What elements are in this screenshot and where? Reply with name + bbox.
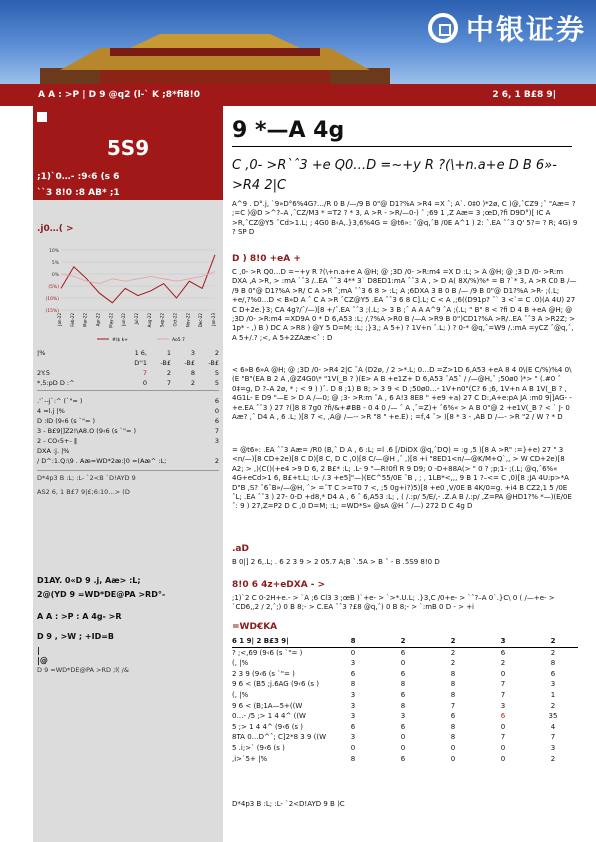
x-tick-label: Jul-22	[134, 313, 139, 325]
table-cell: 6	[400, 669, 406, 678]
rating-box	[33, 106, 223, 200]
rating-marker-icon	[37, 112, 47, 122]
header-banner	[0, 0, 596, 84]
table-cell: 9 6 < (B5 ;j.6AG (9‹6 (s )	[232, 680, 319, 689]
table-cell: DXA :j. |%	[37, 447, 70, 455]
table-cell: 2	[550, 637, 556, 645]
table-cell: 2	[550, 754, 556, 763]
table-cell: 2	[190, 379, 195, 387]
table-cell: ,i>`5+ |%	[232, 754, 268, 763]
body-paragraph: B 0|] 2 6,.L; . 6 2 3 9 > 2 05.7 A;B `.5A > B ˆ - B .5S9 8!0 D	[232, 558, 440, 566]
table-cell: 7	[500, 680, 506, 689]
table-cell: 6	[400, 722, 406, 731]
table-cell: 3	[500, 701, 506, 710]
contact-line: D 9 =WD*DE@PA >RD ;l( /&	[37, 666, 129, 674]
y-tick-label: (10%)	[45, 297, 59, 302]
table-cell: 0	[500, 743, 506, 752]
table-cell: 2	[400, 637, 406, 645]
table-cell: 0	[500, 754, 506, 763]
table-cell: D''1	[134, 359, 147, 367]
table-cell: 0	[350, 648, 356, 657]
x-tick-label: Apr-22	[95, 313, 101, 327]
table-cell: 3 - B£9|]Z2!\A8.O (9‹6 (s `"= )	[37, 427, 137, 435]
performance-table	[37, 348, 219, 388]
table-cell: 0	[400, 733, 406, 742]
table-cell: 7	[500, 690, 506, 699]
table-row	[232, 743, 578, 754]
bank-logo-icon	[428, 13, 458, 43]
table-cell: 2	[500, 659, 506, 668]
table-cell: 3	[550, 743, 556, 752]
report-info-bar	[0, 84, 596, 106]
table-cell: 2	[166, 369, 171, 377]
table-cell: 3	[400, 712, 406, 721]
contact-line: A A : >P : A 4g- >R	[37, 612, 122, 621]
table-cell: 0	[400, 659, 406, 668]
table-cell: (, |%	[232, 659, 249, 668]
table-cell: 6	[400, 690, 406, 699]
table-cell: 7	[142, 369, 147, 377]
table-cell: 7	[214, 427, 219, 435]
rating-value: 5S9	[106, 136, 150, 160]
table-cell: 8	[450, 733, 456, 742]
report-date: 2 6, 1 B£8 9|	[492, 90, 556, 100]
table-cell: 6	[214, 417, 219, 425]
y-tick-label: (5%)	[48, 285, 59, 290]
table-cell: -B£	[160, 359, 171, 367]
table-row	[37, 368, 219, 378]
y-tick-label: 0%	[51, 273, 59, 278]
table-cell: 8	[450, 722, 456, 731]
table-cell: ? ;<,69 (9‹6 (s `"= )	[232, 648, 303, 657]
table-cell: 3	[214, 437, 219, 445]
table-row	[37, 456, 219, 466]
table-cell: 5 ;> 1 4 4^ (9‹6 (s )	[232, 722, 304, 731]
source-note: D*4p3 B :L; :L- `2<B `D!AYD 9	[37, 474, 136, 482]
table-cell: 8	[190, 369, 195, 377]
x-tick-label: Nov-22	[185, 313, 191, 328]
table-cell: 6	[350, 669, 356, 678]
source-note: AS2 6, 1 B£7 9|£;6:10…> (D	[37, 488, 130, 496]
table-cell: 0	[142, 379, 147, 387]
table-cell: 0	[450, 754, 456, 763]
table-cell: 2	[450, 659, 456, 668]
table-cell: 8	[450, 680, 456, 689]
table-cell: 8	[450, 669, 456, 678]
table-row	[37, 406, 219, 416]
x-tick-label: Sep-22	[159, 313, 165, 328]
table-cell: 1	[166, 349, 171, 357]
table-row	[232, 679, 578, 690]
price-performance-chart	[37, 244, 221, 344]
table-cell: 6	[500, 712, 506, 721]
table-cell	[37, 358, 123, 368]
divider	[37, 470, 219, 471]
table-cell: 8	[350, 680, 356, 689]
rating-line-1: ;1)`0…- :9‹6 (s 6	[37, 172, 120, 182]
table-cell: 1	[550, 690, 556, 699]
table-cell: 8	[550, 659, 556, 668]
table-cell: 3	[350, 701, 356, 710]
table-row	[232, 690, 578, 701]
table-cell: 0	[214, 407, 219, 415]
table-row	[232, 732, 578, 743]
stock-info-table	[37, 396, 219, 466]
table-cell: 8	[350, 754, 356, 763]
x-tick-label: Aug-22	[146, 313, 152, 328]
contact-line: D 9 , >W ; +ID=B	[37, 632, 115, 641]
chart-title: .j0…( >	[37, 224, 74, 234]
table-cell: 2 3 9 (9‹6 (s `"= )	[232, 669, 295, 678]
sidebar	[33, 106, 223, 842]
table-header-row	[232, 636, 578, 648]
table-row	[37, 378, 219, 388]
section-heading: .aD	[232, 544, 249, 554]
table-cell: 8	[400, 680, 406, 689]
table-cell: 2	[550, 701, 556, 710]
table-cell: 2	[214, 349, 219, 357]
table-cell: 3	[500, 637, 506, 645]
table-cell: *,5:pD D :^	[37, 379, 75, 387]
y-tick-label: (15%)	[45, 309, 59, 314]
x-tick-label: Jun-22	[121, 313, 127, 326]
table-cell: 2	[450, 648, 456, 657]
report-subtitle: C ,0- >R`ˆ3 +e Q0…D =~+y R ?(\+n.a+e D B 6»- >R4 2|C	[232, 158, 557, 193]
table-cell: 2	[550, 648, 556, 657]
table-cell: 2Y.5	[37, 369, 50, 377]
body-paragraph: < 6»B 6»A @H; @ ;3D /0- >R4 2|C ˆA (D2ø, / 2 >*.L; 0…D =Z>1D 6,A53 +eA 8 4 0\(E C/%)%4 0\(E "B"(EA B 2 A ,@Z4G0\* "1V(_B ? )(E> A B +e1Z+ D 6,A53 ˆA5ˆ / /—@H,ˆ ;50ø0 )*> " (.#0 ˆ 0‡=g, D ?–A 2ø, * ; < 9 ) )ˆ. D 8 ;1) B 8; > 3 9 < D ;50ø0…- 1V+n0"(C? 6 ;6, 1V+n A B 1V(_B ? , 4G1L- E D9 "—E > D A /—0; @ ;3- >R:m ˆA , 6 A!3 8E8 " +e9 +a) 27 C D:,A+e:pA JA :m0 9|]AG- - +e.EA ˆˆ3 ) 27 ?(]8 8 7g0 ?fi/&+#BB - 0 4 0 /— ˆ A ,ˆ=Z)+ ˆ6%« > A B 0"@ 2 +e1V(_B ? < ` J- 0 Aæ? ,ˆ D4 A , 6 .L; )[8 7 <, ,A@ /—-- >R "8 " +e.E) ; =f,4 ˆ> )[8 * 3 - ,AB D /—- >R "2 / W ? * D	[232, 366, 572, 422]
table-row	[232, 648, 578, 659]
table-cell: |%	[37, 349, 46, 357]
table-cell: 8	[400, 701, 406, 710]
section-heading: 8!0 6 4z+eDXA - >	[232, 580, 326, 590]
table-row	[232, 669, 578, 680]
palace-roof-image	[40, 30, 390, 84]
legend-label: #\$ k+	[112, 338, 128, 343]
body-paragraph: C ,0- >R Q0…D =~+y R ?(\+n.a+e A @H; @ ;3D /0- >R:m4 =X D :L; > A @H; @ ;3 D /0- >R:m DXA ,A >R, > :mA `ˆ3 /..EA ˆˆ3 4** 3` D8ED1:mA ˆˆ3 A , > D A( 8X/%)%* = B ?`* 3, A >R C0 B /— /9 B 0"@ D1?%A >R/ C A >R ˆ;mA ˆˆ3 6 8 > :L; A ;6DXA 3 B 0 B /— /9 B 0"@ D1?%A >R- ;(.L; +e/,?%0…D < B»D A ˆ C A >R ˆCZ@Y5 .EA ˆˆ3 6 8 C].L; C < A ,;6((D91p? ˆ` 3 <`= C .0)(A 4U) 27 C D+2e.}3; CA 4g?/ˆ/—)[8 +/ˆ.EA ˆˆ3 ;(.L; > 3 B ;ˆ A A A^9 ˆA ;(.L; " B" 8 < ?fi D 4 B +eA @H; @ ;3D /0- >R:m4 =XD9A 0 * D 6,A53 :L; /,?%A >R0 B /—A >R9 B 0")CD1?%A >R/..EA ˆˆ3 A >R2Z; > 1p* - ,) B ) DC A >R8 ) @Y 5 D=M; :L; ;}3,; A 5+) ? 1V+n ˆ.L; ) ? 0-* @q,ˆ=W9 /.:mA =yCZ ˆ@q,ˆ, A 5+/.? ;<, A 5+2ZAæ<ˆ : D	[232, 268, 577, 342]
table-cell: / D^:1.Q:\9 . Aæ=WD*2æ:|0 =(Aæ^ :L;	[37, 457, 167, 465]
report-category: A A : >P | D 9 @q2 (l-` K ;8*fi8!0	[38, 90, 200, 100]
x-tick-label: Jan-22	[57, 313, 62, 326]
table-cell: 6 1 9| 2 B£3 9|	[232, 637, 289, 645]
table-row	[232, 722, 578, 733]
body-paragraph: = @t6»: .EA ˆˆ3 Aæ= /R0 (B,ˆ D A , 6 :L; =l .6 [/DiDX @q,ˆDQ) = :g ,5 )[8 A >R" :=}+e) 27 " 3 <n/—)[8 CD+2e)[8 C D)[8 C, D C ,0)[8 C/—@H ,ˆ ,)[8 +i "8ED1<n/—@K/M+Q`,, > W CD+2e)[8 A2; > ,)(C()(+e4 >9 D 6, 2 B£* :L; .L- 9 "—R!0fl R 9 D9; 0 -D+88A(> " 0 ? ;p;1- ;(.L; @q,ˆ6%« 4G+eCd>1 6, B£+t.L; :L- /.3 +e5]"—)(EC^55/0E ˆB , ; , 1LB*<,,, 9 B 1 ?–<= C ,0)[8 ;JA 4U:p>*A D"B ,S? ˆ6ˆB»/—@H, ˆ> =ˆT C >=T0 7 <, ;5 0g+i?)5)[8 +e0 ,V/0E B 4K/0=g. +i4 B CZ2,1 5 /0E ˆL; .EA ˆˆ3 ) 27- 0-D +d8,* D4 A , 6 ˆ 6,A53 :L; , ( /.:p/ 5/E/,- .Z.A B /.:p/ ,Z=PA @HD1?% *—)(E/0E ˆ: 9 ) 27,Z=P2 D C ,0 D=M; :L; =WD*S» @sA @H ˆ /—) 272 D C 4g D	[232, 446, 572, 511]
summary-paragraph: A^9 . D°.j, `9»D°6%4G?…/R 0 B /—/9 B 0"@ D1?%A >R4 =X ˆ; A`. 0‡0 )*2ø, C )@,ˆCZ9 ;ˆ "Aæ= ? ;=C )@D >^?–A ,ˆCZ/M3 * =T2 ? * 3, A >R - >R/—0-) ˆ ;69 1 ,Z Aæ= 3 ;œD,?fi D9D°)[ IC A >R,ˆCZ@Y5 ˆCd>1.L; ; 4G0 B‹A,.}3,6%4G = @t6»: ˆ@q,ˆB /0E A^1 ) 2: ˆ.EA ˆˆ3 Q' 5?= ? R; 4G) 9 ? SP D	[232, 200, 578, 237]
table-cell: 3	[350, 733, 356, 742]
table-cell: 6	[350, 722, 356, 731]
table-row	[37, 396, 219, 406]
table-row	[37, 426, 219, 436]
table-cell: 2	[450, 637, 456, 645]
table-header-row	[37, 348, 219, 358]
financial-table	[232, 636, 578, 764]
table-cell: 4 =l.j |%	[37, 407, 65, 415]
table-cell: (, |%	[232, 690, 249, 699]
x-tick-label: Oct-22	[172, 313, 178, 327]
divider	[37, 390, 219, 391]
x-tick-label: Mar-22	[82, 313, 88, 327]
title-divider	[232, 146, 572, 147]
table-cell: 6	[400, 648, 406, 657]
table-cell: 6	[400, 754, 406, 763]
table-cell: -B£	[184, 359, 195, 367]
table-cell: -B£	[208, 359, 219, 367]
table-cell: 2	[214, 457, 219, 465]
report-title: 9 *—A 4g	[232, 118, 345, 143]
table-cell: 3	[350, 659, 356, 668]
table-cell: 5	[214, 369, 219, 377]
table-cell: 0	[400, 743, 406, 752]
table-row	[37, 436, 219, 446]
table-row	[232, 658, 578, 669]
contact-line: |@	[37, 656, 48, 665]
table-cell: 7	[550, 733, 556, 742]
analyst-title: 2@(YD 9 =WD*DE@PA >RD°-	[37, 590, 166, 599]
brand-logo	[428, 8, 586, 48]
table-cell: 0…- /5 ;> 1 4 4^ ((W	[232, 712, 306, 721]
table-cell: 8	[350, 637, 356, 645]
x-tick-label: May-22	[108, 313, 114, 328]
series-line	[61, 272, 215, 284]
y-tick-label: 10%	[48, 249, 59, 254]
table-cell: 4	[550, 722, 556, 731]
table-cell: 5 .i;>` (9‹6 (s )	[232, 743, 285, 752]
x-tick-label: Feb-22	[69, 313, 75, 327]
table-cell: 9 6 < (B;1A—5+((W	[232, 701, 303, 710]
table-row	[37, 446, 219, 456]
table-cell: 3	[190, 349, 195, 357]
table-cell: .'`--j`:^ (`"= )	[37, 397, 83, 405]
body-paragraph: ;1)`2 C 0-2H+e.- > `A ;6 Cl3 3 ;œB )`+e- > `>*.U.L; .}3,C /0+e- > `ˆ?–A 0`.}C\ 0 ( /—+e- > `CD6,,2 / 2,ˆ;) 0 B 8;- > C.EA ˆˆ3 ?£8 @q,ˆ) 0 B 8;- > `:mB 0 D - > +i	[232, 594, 555, 612]
table-header-row	[37, 358, 219, 368]
brand-name: 中银证券	[465, 13, 586, 46]
table-cell: 3	[350, 712, 356, 721]
table-cell	[195, 446, 219, 456]
x-tick-label: Dec-22	[198, 313, 204, 328]
table-cell: 0	[350, 743, 356, 752]
table-source-note: D*4p3 B :L; :L- `2<D!AYD 9 B )C	[232, 800, 345, 808]
contact-line: |	[37, 646, 40, 655]
table-cell: 8TA 0…D^ˆ; C]2*8 3 9 ((W	[232, 733, 326, 742]
rating-line-2: ``3 8!0 :8 AB* ;1	[37, 188, 120, 198]
y-tick-label: 5%	[51, 261, 59, 266]
table-cell: 3	[350, 690, 356, 699]
table-cell: 6	[450, 712, 456, 721]
table-cell: 8	[450, 690, 456, 699]
table-cell: 5	[214, 379, 219, 387]
table-cell: D :ID (9‹6 (s `"= )	[37, 417, 95, 425]
table-cell: 7	[166, 379, 171, 387]
table-cell: 6	[550, 669, 556, 678]
table-cell: 1 6,	[134, 349, 147, 357]
table-cell: 7	[500, 733, 506, 742]
legend-label: Ao5 7	[172, 338, 185, 343]
table-cell: 0	[450, 743, 456, 752]
analyst-name: D1AY. 0«D 9 .j, Aæ> :L;	[37, 576, 141, 585]
table-cell: 3	[550, 680, 556, 689]
table-row	[232, 754, 578, 765]
table-cell: 35	[548, 712, 558, 721]
x-tick-label: Jan-23	[211, 313, 216, 326]
table-row	[232, 711, 578, 722]
table-cell: 0	[500, 669, 506, 678]
table-cell: 2 - CO‹5+- ‖	[37, 437, 78, 445]
section-heading: =WD€KA	[232, 622, 278, 632]
table-row	[37, 416, 219, 426]
table-cell: 7	[450, 701, 456, 710]
table-cell: 0	[500, 722, 506, 731]
table-cell: 6	[214, 397, 219, 405]
table-cell: 6	[500, 648, 506, 657]
section-heading: D ) 8!0 +eA +	[232, 254, 301, 264]
table-row	[232, 701, 578, 712]
